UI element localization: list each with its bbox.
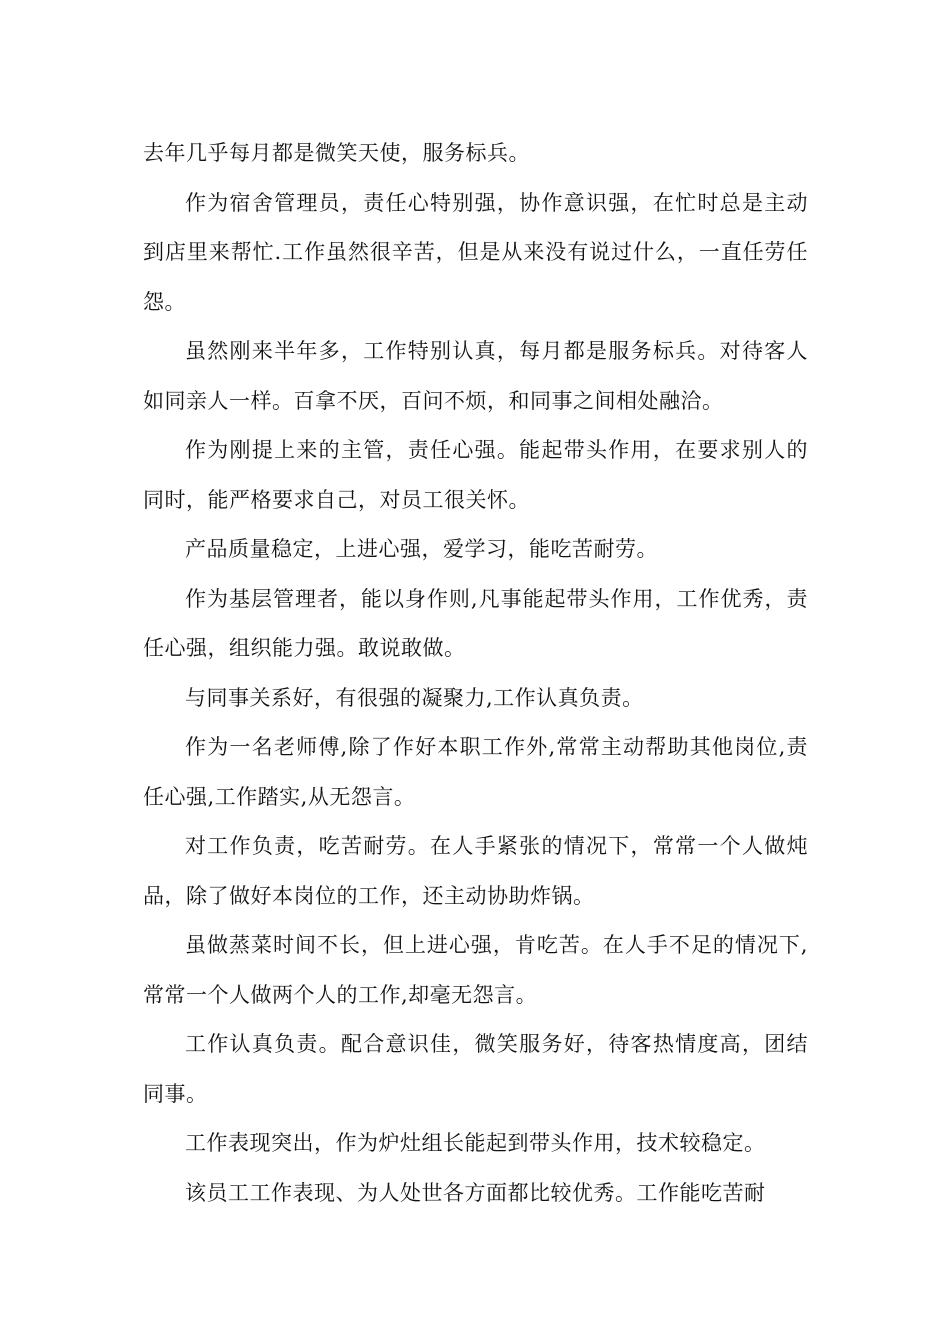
paragraph-5: 产品质量稳定，上进心强，爱学习，能吃苦耐劳。	[185, 537, 658, 561]
paragraph-6: 作为基层管理者，能以身作则,凡事能起带头作用，工作优秀，责任心强，组织能力强。敢说敢做。	[143, 586, 808, 660]
paragraph-11: 工作认真负责。配合意识佳，微笑服务好，待客热情度高，团结同事。	[143, 1032, 808, 1106]
paragraph-8: 作为一名老师傅,除了作好本职工作外,常常主动帮助其他岗位,责任心强,工作踏实,从无怨言。	[143, 735, 808, 809]
paragraph-1: 去年几乎每月都是微笑天使，服务标兵。	[143, 141, 530, 165]
paragraph-3: 虽然刚来半年多，工作特别认真，每月都是服务标兵。对待客人如同亲人一样。百拿不厌，百问不烦，和同事之间相处融洽。	[143, 339, 808, 413]
paragraph-9: 对工作负责，吃苦耐劳。在人手紧张的情况下，常常一个人做炖品，除了做好本岗位的工作，还主动协助炸锅。	[143, 834, 808, 908]
paragraph-13: 该员工工作表现、为人处世各方面都比较优秀。工作能吃苦耐	[185, 1180, 766, 1205]
paragraph-12: 工作表现突出，作为炉灶组长能起到带头作用，技术较稳定。	[185, 1131, 766, 1155]
paragraph-10: 虽做蒸菜时间不长，但上进心强，肯吃苦。在人手不足的情况下,常常一个人做两个人的工作,却毫无怨言。	[143, 933, 808, 1007]
paragraph-4: 作为刚提上来的主管，责任心强。能起带头作用，在要求别人的同时，能严格要求自己，对员工很关怀。	[143, 438, 808, 512]
document-body	[143, 129, 808, 1218]
paragraph-2: 作为宿舍管理员，责任心特别强，协作意识强，在忙时总是主动到店里来帮忙.工作虽然很辛苦，但是从来没有说过什么，一直任劳任怨。	[143, 190, 808, 314]
paragraph-7: 与同事关系好，有很强的凝聚力,工作认真负责。	[185, 685, 644, 710]
